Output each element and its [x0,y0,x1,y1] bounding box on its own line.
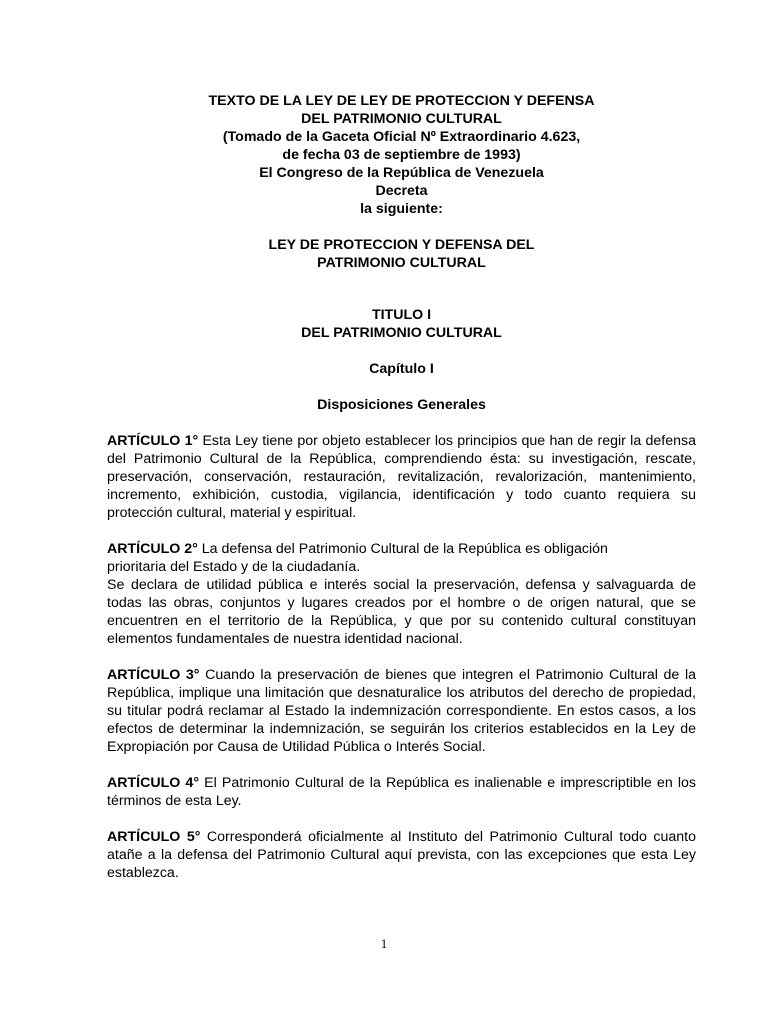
law-title-line: PATRIMONIO CULTURAL [317,255,486,271]
article-text-line2: prioritaria del Estado y de la ciudadanía. [107,559,361,575]
article-text: La defensa del Patrimonio Cultural de la República es obligación [197,541,608,557]
article-label: ARTÍCULO 2° [107,541,198,557]
header-line: TEXTO DE LA LEY DE LEY DE PROTECCION Y DEFENSA [208,93,595,109]
article-text-extra: Se declara de utilidad pública e interés social la preservación, defensa y salvaguarda de todas las obras, conjuntos y lugares creados por el hombre o de origen natural, que se encuentren en el territorio de la República, y que por su contenido cultural constituyan elementos fundamentales de nuestra identidad nacional. [107,577,696,647]
article-label: ARTÍCULO 1° [107,433,199,449]
header-line: Decreta [375,183,428,199]
header-line: (Tomado de la Gaceta Oficial Nº Extraordinario 4.623, [222,129,581,145]
article-label: ARTÍCULO 5° [107,829,201,845]
article-5 [107,828,696,882]
header-line: la siguiente: [360,201,443,217]
article-text: Cuando la preservación de bienes que integren el Patrimonio Cultural de la República, implique una limitación que desnaturalice los atributos del derecho de propiedad, su titular podrá reclamar al Estado la indemnización correspondiente. En estos casos, a los efectos de determinar la indemnización, se seguirán los criterios establecidos en la Ley de Expropiación por Causa de Utilidad Pública o Interés Social. [107,667,696,755]
article-3 [107,666,696,756]
law-title-line: LEY DE PROTECCION Y DEFENSA DEL [268,237,535,253]
article-text: Corresponderá oficialmente al Instituto del Patrimonio Cultural todo cuanto atañe a la defensa del Patrimonio Cultural aquí prevista, con las excepciones que esta Ley establezca. [107,829,696,881]
header-line: DEL PATRIMONIO CULTURAL [301,111,502,127]
article-text: El Patrimonio Cultural de la República es inalienable e imprescriptible en los términos de esta Ley. [107,775,696,809]
titulo-line: TITULO I [371,307,432,323]
article-4 [107,774,696,810]
article-text: Esta Ley tiene por objeto establecer los principios que han de regir la defensa del Patrimonio Cultural de la República, comprendiendo ésta: su investigación, rescate, preservación, conservación, restauración, revitalización, revalorización, mantenimiento, incremento, exhibición, custodia, vigilancia, identificación y todo cuanto requiera su protección cultural, material y espiritual. [107,433,696,521]
article-1 [107,432,696,522]
article-2 [107,540,696,648]
document-page [107,92,696,900]
article-label: ARTÍCULO 4° [107,775,199,791]
page-number: 1 [380,936,388,951]
titulo-line: DEL PATRIMONIO CULTURAL [301,325,502,341]
header-line: de fecha 03 de septiembre de 1993) [282,147,521,163]
section-heading: Disposiciones Generales [317,397,486,413]
document-header [107,92,696,218]
titulo-heading [107,306,696,342]
article-label: ARTÍCULO 3° [107,667,200,683]
capitulo-heading: Capítulo I [369,361,434,377]
law-title [107,236,696,272]
header-line: El Congreso de la República de Venezuela [259,165,544,181]
